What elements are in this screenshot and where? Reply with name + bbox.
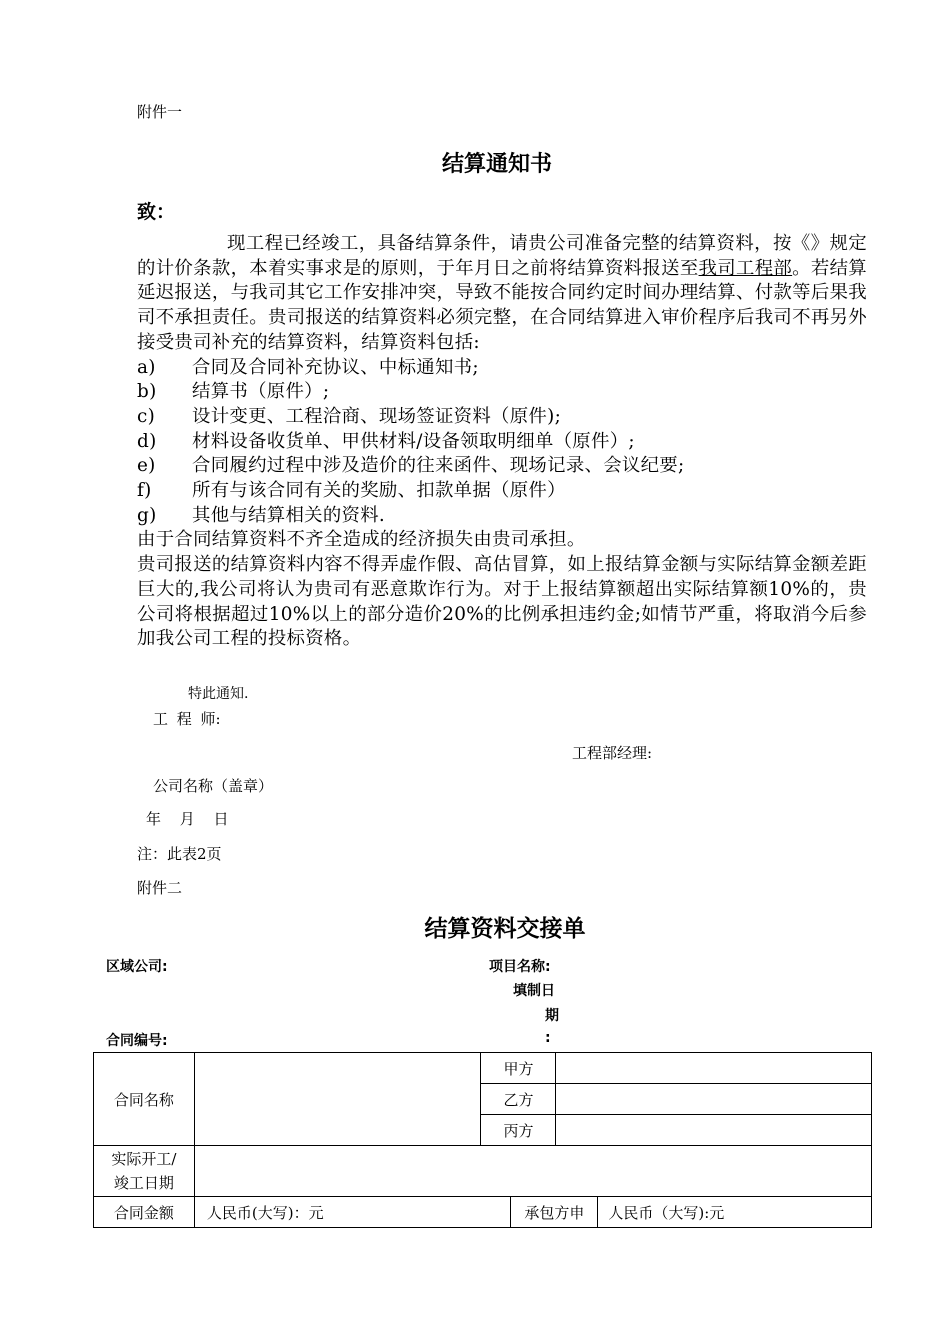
list-item	[137, 380, 867, 405]
engineer-signature-label: 工 程 师:	[153, 710, 221, 728]
contractor-review-value[interactable]: 人民币（大写):元	[598, 1197, 872, 1228]
recipient-label: 致：	[137, 201, 176, 223]
contractor-review-label: 承包方申	[511, 1197, 598, 1228]
paragraph-part2: 。若结算延迟报送，与我司其它工作安排冲突，导致不能按合同约定时间办理结算、付款等后果我司不承担责任。贵司报送的结算资料必须完整，在合同结算进入审价程序后我司不再另外接受贵司补充的结算资料，结算资料包括:	[137, 257, 867, 353]
list-item	[137, 504, 867, 529]
actual-dates-label	[94, 1146, 195, 1197]
date-label: 年 月 日	[146, 810, 229, 828]
engineering-dept: 我司工程部	[698, 257, 793, 279]
notice-paragraph	[137, 232, 867, 356]
contract-name-value[interactable]	[194, 1053, 481, 1146]
list-item-label: a)	[137, 356, 156, 378]
list-item-label: d)	[137, 430, 157, 452]
actual-dates-line1: 实际开工/	[111, 1150, 177, 1168]
list-item-label: g)	[137, 504, 157, 526]
list-item-text: 其他与结算相关的资料.	[192, 504, 386, 526]
annex1-label: 附件一	[137, 103, 183, 121]
fill-date-label-cont: 期	[545, 1008, 559, 1024]
list-item-text: 合同及合同补充协议、中标通知书;	[192, 356, 479, 378]
loss-statement: 由于合同结算资料不齐全造成的经济损失由贵司承担。	[137, 529, 586, 551]
region-company-label: 区域公司:	[106, 959, 168, 975]
list-item	[137, 356, 867, 381]
list-item	[137, 405, 867, 430]
contract-name-label: 合同名称	[94, 1053, 195, 1146]
list-item-label: c)	[137, 405, 156, 427]
annex2-label: 附件二	[137, 879, 183, 897]
list-item-text: 材料设备收货单、甲供材料/设备领取明细单（原件）;	[192, 430, 635, 452]
warning-paragraph: 贵司报送的结算资料内容不得弄虚作假、高估冒算，如上报结算金额与实际结算金额差距巨大的,我公司将认为贵司有恶意欺诈行为。对于上报结算额超出实际结算额10%的，贵公司将根据超过10%以上的部分造价20%的比例承担违约金;如情节严重，将取消今后参加我公司工程的投标资格。	[137, 554, 867, 650]
fill-date-label: 填制日	[513, 983, 555, 999]
project-name-label: 项目名称:	[489, 959, 551, 975]
contract-number-label: 合同编号:	[106, 1033, 168, 1049]
party-b-label: 乙方	[481, 1084, 556, 1115]
list-item	[137, 479, 867, 504]
actual-dates-line2: 竣工日期	[113, 1174, 174, 1192]
party-a-label: 甲方	[481, 1053, 556, 1084]
party-c-value[interactable]	[556, 1115, 872, 1146]
list-item-label: b)	[137, 381, 157, 403]
party-c-label: 丙方	[481, 1115, 556, 1146]
list-item-label: f)	[137, 480, 152, 502]
company-seal-label: 公司名称（盖章）	[153, 777, 274, 795]
handover-table	[93, 1052, 872, 1228]
notice-body	[137, 232, 867, 652]
list-item	[137, 430, 867, 455]
paragraph-part1: 现工程已经竣工，具备结算条件，请贵公司准备完整的结算资料，按《》规定的计价条款，本着实事求是的原则，于年月日之前将结算资料报送至	[137, 233, 867, 279]
list-item-label: e)	[137, 455, 156, 477]
list-item	[137, 454, 867, 479]
list-item-text: 所有与该合同有关的奖励、扣款单据（原件）	[192, 480, 566, 502]
list-item-text: 合同履约过程中涉及造价的往来函件、现场记录、会议纪要;	[192, 455, 685, 477]
handover-title: 结算资料交接单	[424, 916, 586, 942]
list-item-text: 设计变更、工程洽商、现场签证资料（原件);	[192, 405, 562, 427]
notice-closing: 特此通知.	[188, 686, 249, 702]
fill-date-colon: :	[545, 1030, 551, 1046]
actual-dates-value[interactable]	[194, 1146, 871, 1197]
notice-title: 结算通知书	[441, 152, 552, 177]
contract-amount-value[interactable]: 人民币(大写)：元	[194, 1197, 511, 1228]
manager-signature-label: 工程部经理:	[572, 744, 653, 762]
contract-amount-label: 合同金额	[94, 1197, 195, 1228]
party-a-value[interactable]	[556, 1053, 872, 1084]
party-b-value[interactable]	[556, 1084, 872, 1115]
list-item-text: 结算书（原件）;	[192, 381, 330, 403]
page-note: 注：此表2页	[137, 845, 222, 863]
